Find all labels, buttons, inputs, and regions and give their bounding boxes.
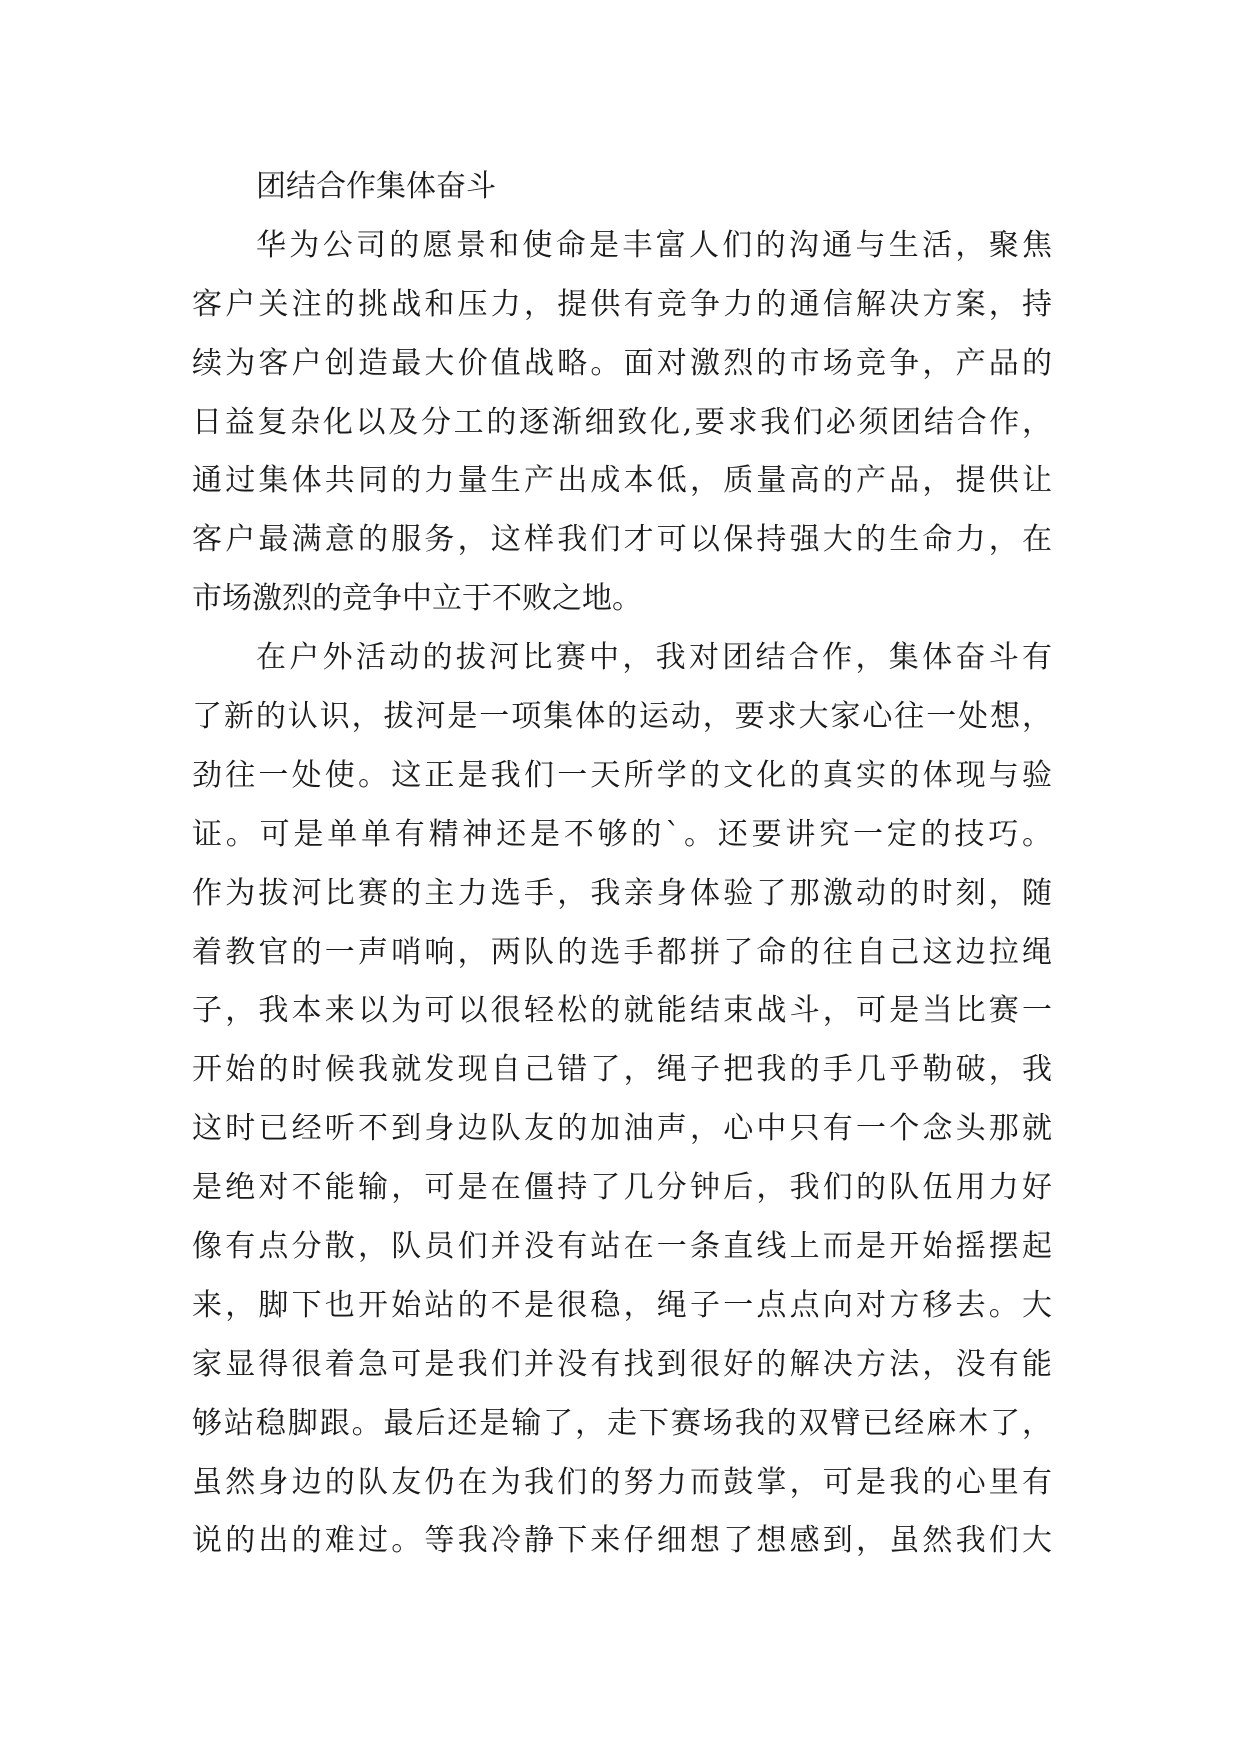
paragraph-1-line: 通过集体共同的力量生产出成本低，质量高的产品，提供让 xyxy=(192,463,1052,499)
paragraph-2-line: 这时已经听不到身边队友的加油声，心中只有一个念头那就 xyxy=(192,1111,1052,1147)
paragraph-2-line: 来，脚下也开始站的不是很稳，绳子一点点向对方移去。大 xyxy=(192,1287,1052,1323)
paragraph-2-line: 着教官的一声哨响，两队的选手都拼了命的往自己这边拉绳 xyxy=(192,934,1052,970)
paragraph-1-line: 续为客户创造最大价值战略。面对激烈的市场竞争，产品的 xyxy=(192,345,1052,381)
paragraph-2-line: 作为拔河比赛的主力选手，我亲身体验了那激动的时刻，随 xyxy=(192,875,1052,911)
paragraph-1-line: 华为公司的愿景和使命是丰富人们的沟通与生活，聚焦 xyxy=(256,227,1052,263)
paragraph-2-line: 证。可是单单有精神还是不够的`。还要讲究一定的技巧。 xyxy=(192,816,1052,852)
paragraph-2-line: 是绝对不能输，可是在僵持了几分钟后，我们的队伍用力好 xyxy=(192,1170,1052,1206)
paragraph-2-line: 子，我本来以为可以很轻松的就能结束战斗，可是当比赛一 xyxy=(192,993,1052,1029)
paragraph-1-line: 客户关注的挑战和压力，提供有竞争力的通信解决方案，持 xyxy=(192,286,1052,322)
paragraph-1-line: 客户最满意的服务，这样我们才可以保持强大的生命力，在 xyxy=(192,522,1052,558)
document-title: 团结合作集体奋斗 xyxy=(256,169,496,204)
paragraph-2-line: 说的出的难过。等我冷静下来仔细想了想感到，虽然我们大 xyxy=(192,1523,1052,1559)
paragraph-2-line: 够站稳脚跟。最后还是输了，走下赛场我的双臂已经麻木了， xyxy=(192,1405,1052,1441)
paragraph-2-line: 在户外活动的拔河比赛中，我对团结合作，集体奋斗有 xyxy=(256,640,1052,676)
paragraph-1-line: 市场激烈的竞争中立于不败之地。 xyxy=(192,581,642,617)
paragraph-2-line: 虽然身边的队友仍在为我们的努力而鼓掌，可是我的心里有 xyxy=(192,1464,1052,1500)
document-body xyxy=(192,158,1052,1571)
paragraph-2-line: 家显得很着急可是我们并没有找到很好的解决方法，没有能 xyxy=(192,1346,1052,1382)
paragraph-2-line: 像有点分散，队员们并没有站在一条直线上而是开始摇摆起 xyxy=(192,1229,1052,1265)
paragraph-2-line: 劲往一处使。这正是我们一天所学的文化的真实的体现与验 xyxy=(192,757,1052,793)
paragraph-1-line: 日益复杂化以及分工的逐渐细致化,要求我们必须团结合作， xyxy=(192,404,1052,440)
paragraph-2-line: 了新的认识，拔河是一项集体的运动，要求大家心往一处想， xyxy=(192,699,1052,735)
paragraph-2-line: 开始的时候我就发现自己错了，绳子把我的手几乎勒破，我 xyxy=(192,1052,1052,1088)
